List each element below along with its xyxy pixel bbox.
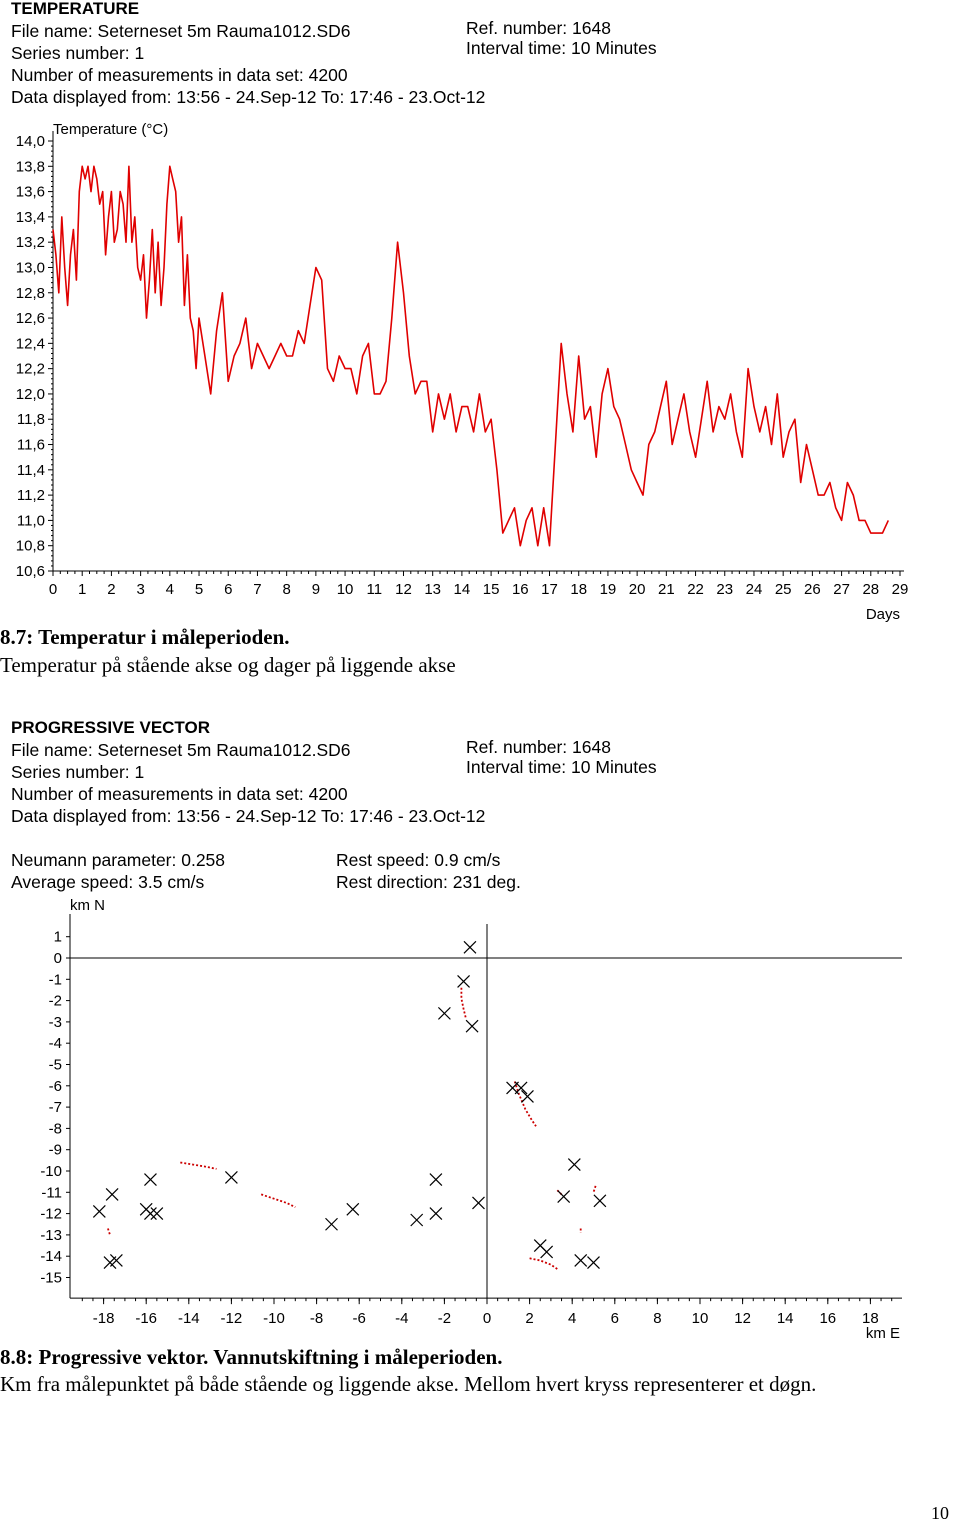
day-marker-cross [438, 1007, 450, 1019]
vector-interval: Interval time: 10 Minutes [466, 757, 657, 777]
temperature-measurement-count: Number of measurements in data set: 4200 [11, 65, 348, 85]
day-marker-cross [458, 975, 470, 987]
day-marker-cross [588, 1257, 600, 1269]
y-axis-label: km N [70, 897, 105, 915]
y-tick-label: 11,4 [16, 461, 45, 479]
x-tick-label: 8 [282, 581, 291, 598]
day-marker-cross [466, 1020, 478, 1032]
vector-trail [530, 1258, 558, 1269]
y-tick-label: 0 [53, 950, 62, 967]
x-tick-label: 10 [691, 1310, 709, 1328]
day-marker-cross [594, 1195, 606, 1207]
x-tick-label: 22 [687, 581, 704, 598]
temperature-series-line [53, 166, 888, 545]
x-tick-label: 28 [862, 581, 880, 598]
x-tick-label: -8 [309, 1310, 324, 1328]
neumann-parameter: Neumann parameter: 0.258 [11, 850, 226, 870]
day-marker-cross [144, 1208, 156, 1220]
x-tick-label: 26 [804, 581, 821, 598]
y-tick-label: 11,0 [16, 512, 45, 530]
day-marker-cross [151, 1208, 163, 1220]
x-tick-label: 21 [658, 581, 675, 598]
x-tick-label: 3 [136, 581, 145, 598]
day-marker-cross [93, 1205, 105, 1217]
y-tick-label: -9 [48, 1141, 62, 1159]
average-speed: Average speed: 3.5 cm/s [11, 872, 205, 892]
y-tick-label: 12,8 [15, 284, 45, 302]
y-tick-label: -11 [41, 1184, 62, 1202]
y-tick-label: -7 [48, 1099, 62, 1117]
x-tick-label: 4 [165, 581, 174, 598]
y-tick-label: -8 [48, 1120, 62, 1138]
x-tick-label: 6 [224, 581, 233, 598]
day-marker-cross [464, 941, 476, 953]
x-tick-label: 20 [628, 581, 646, 598]
y-tick-label: 12,0 [15, 385, 45, 403]
x-tick-label: -14 [177, 1310, 200, 1328]
x-tick-label: 2 [525, 1310, 534, 1328]
y-tick-label: -6 [48, 1077, 62, 1095]
x-tick-label: 0 [482, 1310, 492, 1328]
y-tick-label: -1 [48, 971, 62, 989]
x-tick-label: -12 [220, 1310, 243, 1328]
y-tick-label: -2 [48, 992, 62, 1010]
temperature-date-range: Data displayed from: 13:56 - 24.Sep-12 To: 17:46 - 23.Oct-12 [11, 87, 486, 107]
y-axis-label: Temperature (°C) [53, 121, 169, 138]
y-tick-label: 10,8 [15, 537, 45, 555]
x-axis-label: Days [865, 606, 900, 623]
y-tick-label: -5 [48, 1056, 62, 1074]
x-tick-label: 17 [541, 581, 558, 598]
x-tick-label: 15 [482, 581, 500, 598]
y-tick-label: 10,6 [15, 563, 45, 580]
x-tick-label: 25 [774, 581, 792, 598]
x-tick-label: 18 [862, 1310, 879, 1328]
x-tick-label: 16 [819, 1310, 837, 1328]
vector-trail [108, 1229, 110, 1235]
x-tick-label: 11 [366, 581, 383, 598]
figure-8-8-description: Km fra målepunktet på både stående og liggende akse. Mellom hvert kryss representerer et døgn. [0, 1372, 817, 1396]
x-tick-label: 24 [745, 581, 763, 598]
y-tick-label: 12,2 [15, 360, 45, 378]
day-marker-cross [575, 1254, 587, 1266]
figure-8-7-description: Temperatur på stående akse og dager på liggende akse [0, 653, 456, 677]
y-tick-label: -3 [48, 1013, 62, 1031]
day-marker-cross [225, 1171, 237, 1183]
y-tick-label: 11,8 [16, 411, 45, 429]
vector-ref-block [466, 737, 657, 777]
x-tick-label: 4 [568, 1310, 577, 1328]
temperature-file-name: File name: Seterneset 5m Rauma1012.SD6 [11, 21, 351, 41]
y-tick-label: 13,4 [15, 208, 45, 226]
y-tick-label: -10 [40, 1163, 62, 1180]
x-tick-label: -10 [263, 1310, 285, 1328]
vector-trail [594, 1186, 596, 1192]
y-tick-label: -14 [40, 1248, 62, 1266]
x-tick-label: 12 [734, 1310, 751, 1328]
day-marker-cross [558, 1191, 570, 1203]
vector-stats-right [336, 849, 521, 893]
x-tick-label: 6 [610, 1310, 619, 1328]
x-tick-label: 14 [453, 581, 471, 598]
vector-ref-number: Ref. number: 1648 [466, 737, 611, 757]
y-tick-label: -15 [40, 1269, 62, 1287]
vector-header [11, 717, 485, 827]
vector-title: PROGRESSIVE VECTOR [11, 718, 211, 737]
y-tick-label: 13,8 [15, 158, 45, 176]
day-marker-cross [411, 1214, 423, 1226]
progressive-vector-chart [0, 890, 960, 1350]
y-tick-label: 1 [53, 928, 62, 946]
vector-measurement-count: Number of measurements in data set: 4200 [11, 784, 348, 804]
vector-date-range: Data displayed from: 13:56 - 24.Sep-12 To: 17:46 - 23.Oct-12 [11, 806, 486, 826]
day-marker-cross [326, 1218, 338, 1230]
x-tick-label: 9 [311, 581, 321, 598]
day-marker-cross [521, 1090, 533, 1102]
x-tick-label: 10 [336, 581, 354, 598]
x-tick-label: 1 [78, 581, 87, 598]
x-tick-label: 8 [653, 1310, 662, 1328]
vector-trail [261, 1194, 295, 1207]
vector-file-name: File name: Seterneset 5m Rauma1012.SD6 [11, 740, 351, 760]
x-tick-label: -6 [352, 1310, 366, 1328]
x-tick-label: 12 [395, 581, 412, 598]
y-tick-label: 13,2 [15, 234, 45, 252]
day-marker-cross [541, 1246, 553, 1258]
x-tick-label: 7 [253, 581, 262, 598]
x-tick-label: 2 [107, 581, 116, 598]
x-tick-label: -18 [92, 1310, 115, 1328]
day-marker-cross [430, 1174, 442, 1186]
y-tick-label: -13 [40, 1226, 62, 1244]
temperature-title: TEMPERATURE [11, 0, 140, 18]
figure-8-7-title: 8.7: Temperatur i måleperioden. [0, 625, 290, 649]
rest-direction: Rest direction: 231 deg. [336, 872, 521, 892]
x-tick-label: -16 [135, 1310, 158, 1328]
y-tick-label: 12,6 [15, 310, 45, 328]
y-tick-label: 12,4 [15, 335, 45, 353]
day-marker-cross [106, 1188, 118, 1200]
y-tick-label: -4 [48, 1035, 62, 1053]
y-tick-label: 13,0 [15, 259, 45, 277]
x-axis-label: km E [865, 1325, 900, 1342]
y-tick-label: 13,6 [15, 183, 45, 201]
vector-trail [461, 988, 465, 1018]
vector-trail [180, 1163, 216, 1169]
x-tick-label: 5 [194, 581, 204, 598]
day-marker-cross [430, 1208, 442, 1220]
vector-stats-left [11, 849, 225, 893]
day-marker-cross [568, 1159, 580, 1171]
day-marker-cross [515, 1082, 527, 1094]
x-tick-label: 27 [833, 581, 850, 598]
rest-speed: Rest speed: 0.9 cm/s [336, 850, 501, 870]
day-marker-cross [472, 1197, 484, 1209]
x-tick-label: 29 [891, 581, 909, 598]
x-tick-label: 14 [776, 1310, 794, 1328]
y-tick-label: 11,2 [16, 487, 45, 505]
x-tick-label: 23 [716, 581, 734, 598]
temperature-interval: Interval time: 10 Minutes [466, 38, 657, 58]
y-tick-label: 11,6 [16, 436, 45, 454]
temperature-ref-number: Ref. number: 1648 [466, 18, 611, 38]
vector-trail [515, 1082, 536, 1127]
x-tick-label: 19 [599, 581, 617, 598]
x-tick-label: 18 [570, 581, 588, 598]
vector-series-number: Series number: 1 [11, 762, 145, 782]
x-tick-label: 13 [424, 581, 442, 598]
day-marker-cross [347, 1203, 359, 1215]
temperature-series-number: Series number: 1 [11, 43, 145, 63]
figure-8-8-title: 8.8: Progressive vektor. Vannutskiftning i måleperioden. [0, 1345, 503, 1369]
y-tick-label: 14,0 [15, 133, 45, 150]
x-tick-label: -4 [395, 1310, 409, 1328]
day-marker-cross [144, 1174, 156, 1186]
temperature-chart [0, 0, 960, 630]
x-tick-label: -2 [437, 1310, 452, 1328]
page-number: 10 [931, 1503, 949, 1523]
x-tick-label: 16 [511, 581, 529, 598]
y-tick-label: -12 [40, 1205, 62, 1223]
x-tick-label: 0 [48, 581, 58, 598]
